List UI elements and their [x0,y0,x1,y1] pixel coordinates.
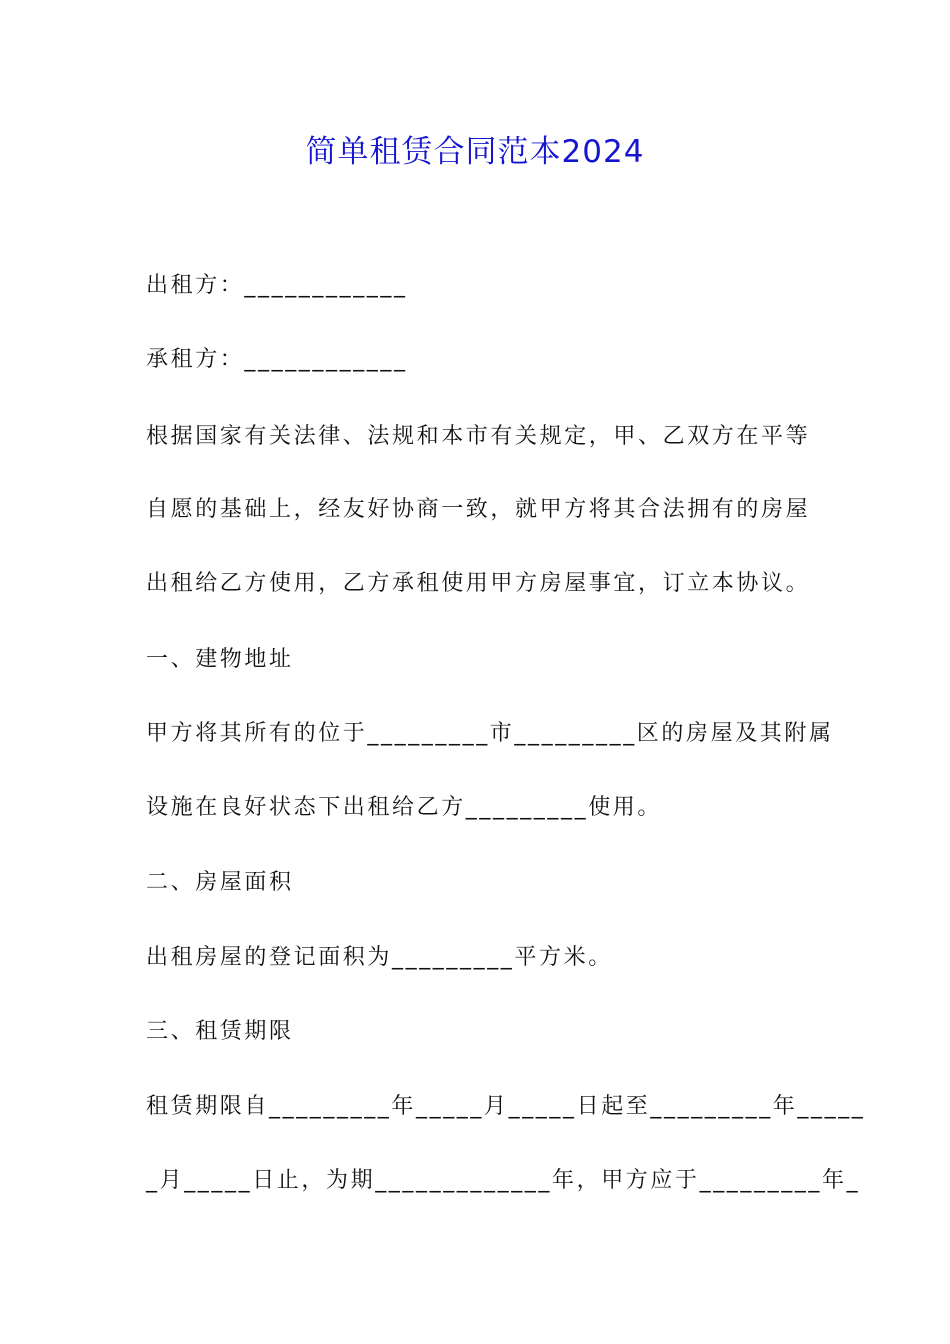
term-line-2: _月_____日止，为期_____________年，甲方应于_________年_ [146,1168,861,1193]
address-line-1: 甲方将其所有的位于_________市_________区的房屋及其附属 [146,721,834,746]
section-heading-area: 二、房屋面积 [146,870,294,895]
section-heading-address: 一、建物地址 [146,647,294,672]
preamble-line-2: 自愿的基础上，经友好协商一致，就甲方将其合法拥有的房屋 [146,497,811,522]
lessor-line: 出租方：____________ [146,273,408,298]
section-heading-term: 三、租赁期限 [146,1019,294,1044]
area-line: 出租房屋的登记面积为_________平方米。 [146,945,613,970]
document-title: 简单租赁合同范本2024 [305,134,645,170]
term-line-1: 租赁期限自_________年_____月_____日起至_________年_____ [146,1094,866,1119]
preamble-line-1: 根据国家有关法律、法规和本市有关规定，甲、乙双方在平等 [146,424,811,449]
address-line-2: 设施在良好状态下出租给乙方_________使用。 [146,795,663,820]
lessee-line: 承租方：____________ [146,347,408,372]
preamble-line-3: 出租给乙方使用，乙方承租使用甲方房屋事宜，订立本协议。 [146,571,811,596]
